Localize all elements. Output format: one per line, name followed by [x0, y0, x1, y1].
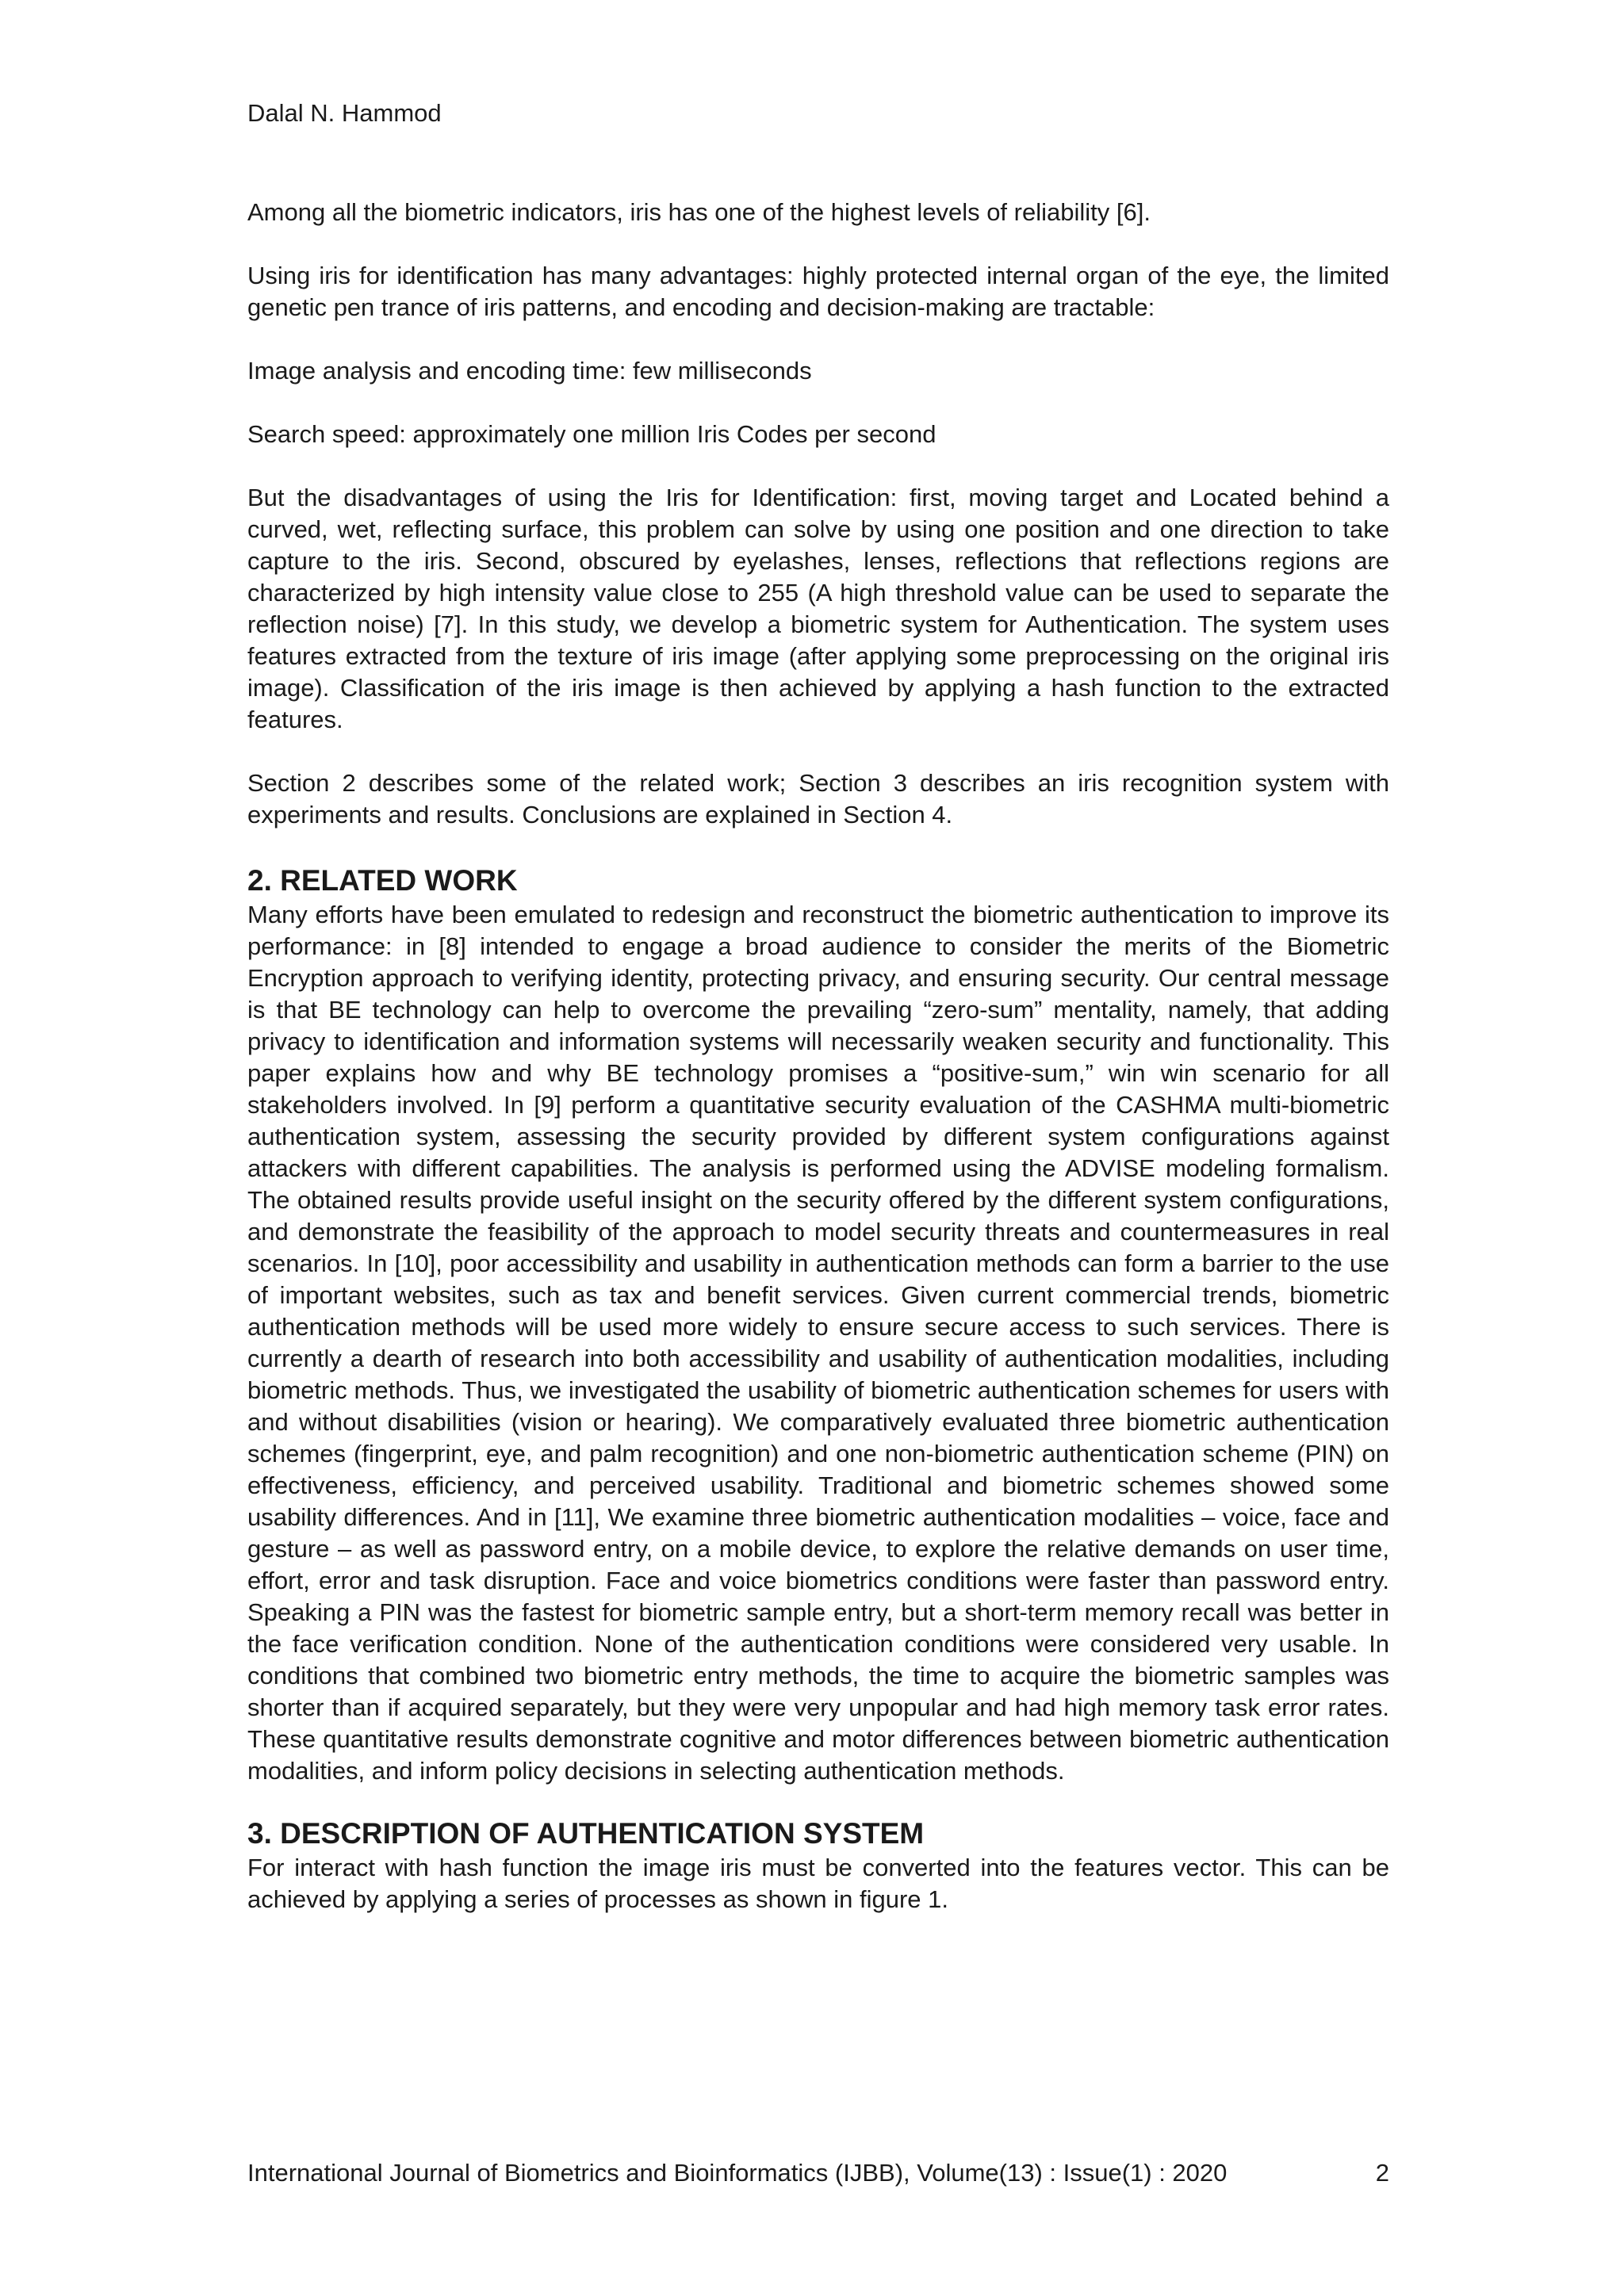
- page-footer: [247, 2158, 1389, 2188]
- paragraph-iris-reliability: Among all the biometric indicators, iris has one of the highest levels of reliability [6].: [247, 198, 1151, 226]
- paragraph-encoding-time: Image analysis and encoding time: few milliseconds: [247, 357, 812, 385]
- section-body: For interact with hash function the image iris must be converted into the features vector. This can be achieved by applying a series of processes as shown in figure 1.: [247, 1854, 1389, 1913]
- paragraph-iris-advantages: Using iris for identification has many advantages: highly protected internal organ of the eye, the limited genetic pen trance of iris patterns, and encoding and decision-making are tractable:: [247, 262, 1389, 321]
- page-content: [247, 197, 1389, 1944]
- section-body: Many efforts have been emulated to redesign and reconstruct the biometric authentication to improve its performance: in [8] intended to engage a broad audience to consider the merits of the Biometric Encryption approach to verifying identity, protecting privacy, and ensuring security. Our central message is that BE technology can help to overcome the prevailing “zero-sum” mentality, namely, that adding privacy to identification and information systems will necessarily weaken security and functionality. This paper explains how and why BE technology promises a “positive-sum,” win win scenario for all stakeholders involved. In [9] perform a quantitative security evaluation of the CASHMA multi-biometric authentication system, assessing the security provided by different system configurations against attackers with different capabilities. The analysis is performed using the ADVISE modeling formalism. The obtained results provide useful insight on the security offered by the different system configurations, and demonstrate the feasibility of the approach to model security threats and countermeasures in real scenarios. In [10], poor accessibility and usability in authentication methods can form a barrier to the use of important websites, such as tax and benefit services. Given current commercial trends, biometric authentication methods will be used more widely to ensure secure access to such services. There is currently a dearth of research into both accessibility and usability of authentication modalities, including biometric methods. Thus, we investigated the usability of biometric authentication schemes for users with and without disabilities (vision or hearing). We comparatively evaluated three biometric authentication schemes (fingerprint, eye, and palm recognition) and one non-biometric authentication scheme (PIN) on effectiveness, efficiency, and perceived usability. Traditional and biometric schemes showed some usability differences. And in [11], We examine three biometric authentication modalities – voice, face and gesture – as well as password entry, on a mobile device, to explore the relative demands on user time, effort, error and task disruption. Face and voice biometrics conditions were faster than password entry. Speaking a PIN was the fastest for biometric sample entry, but a short-term memory recall was better in the face verification condition. None of the authentication conditions were considered very usable. In conditions that combined two biometric entry methods, the time to acquire the biometric samples was shorter than if acquired separately, but they were very unpopular and had high memory task error rates. These quantitative results demonstrate cognitive and motor differences between biometric authentication modalities, and inform policy decisions in selecting authentication methods.: [247, 901, 1389, 1785]
- paragraph-search-speed: Search speed: approximately one million Iris Codes per second: [247, 420, 936, 448]
- paper-page: [247, 0, 1389, 2296]
- section-heading: 2. RELATED WORK: [247, 864, 518, 897]
- section-related-work: [247, 863, 1389, 1787]
- paragraph-iris-disadvantages: But the disadvantages of using the Iris for Identification: first, moving target and Located behind a curved, wet, reflecting surface, this problem can solve by using one position and one direction to take capture to the iris. Second, obscured by eyelashes, lenses, reflections that reflections regions are characterized by high intensity value close to 255 (A high threshold value can be used to separate the reflection noise) [7]. In this study, we develop a biometric system for Authentication. The system uses features extracted from the texture of iris image (after applying some preprocessing on the original iris image). Classification of the iris image is then achieved by applying a hash function to the extracted features.: [247, 484, 1389, 733]
- journal-citation: International Journal of Biometrics and Bioinformatics (IJBB), Volume(13) : Issue(1) : 2020: [247, 2159, 1228, 2187]
- paragraph-paper-outline: Section 2 describes some of the related work; Section 3 describes an iris recognition system with experiments and results. Conclusions are explained in Section 4.: [247, 769, 1389, 828]
- section-authentication-system: [247, 1816, 1389, 1915]
- section-heading: 3. DESCRIPTION OF AUTHENTICATION SYSTEM: [247, 1817, 925, 1850]
- running-head: Dalal N. Hammod: [247, 99, 442, 127]
- page-number: 2: [1375, 2159, 1389, 2187]
